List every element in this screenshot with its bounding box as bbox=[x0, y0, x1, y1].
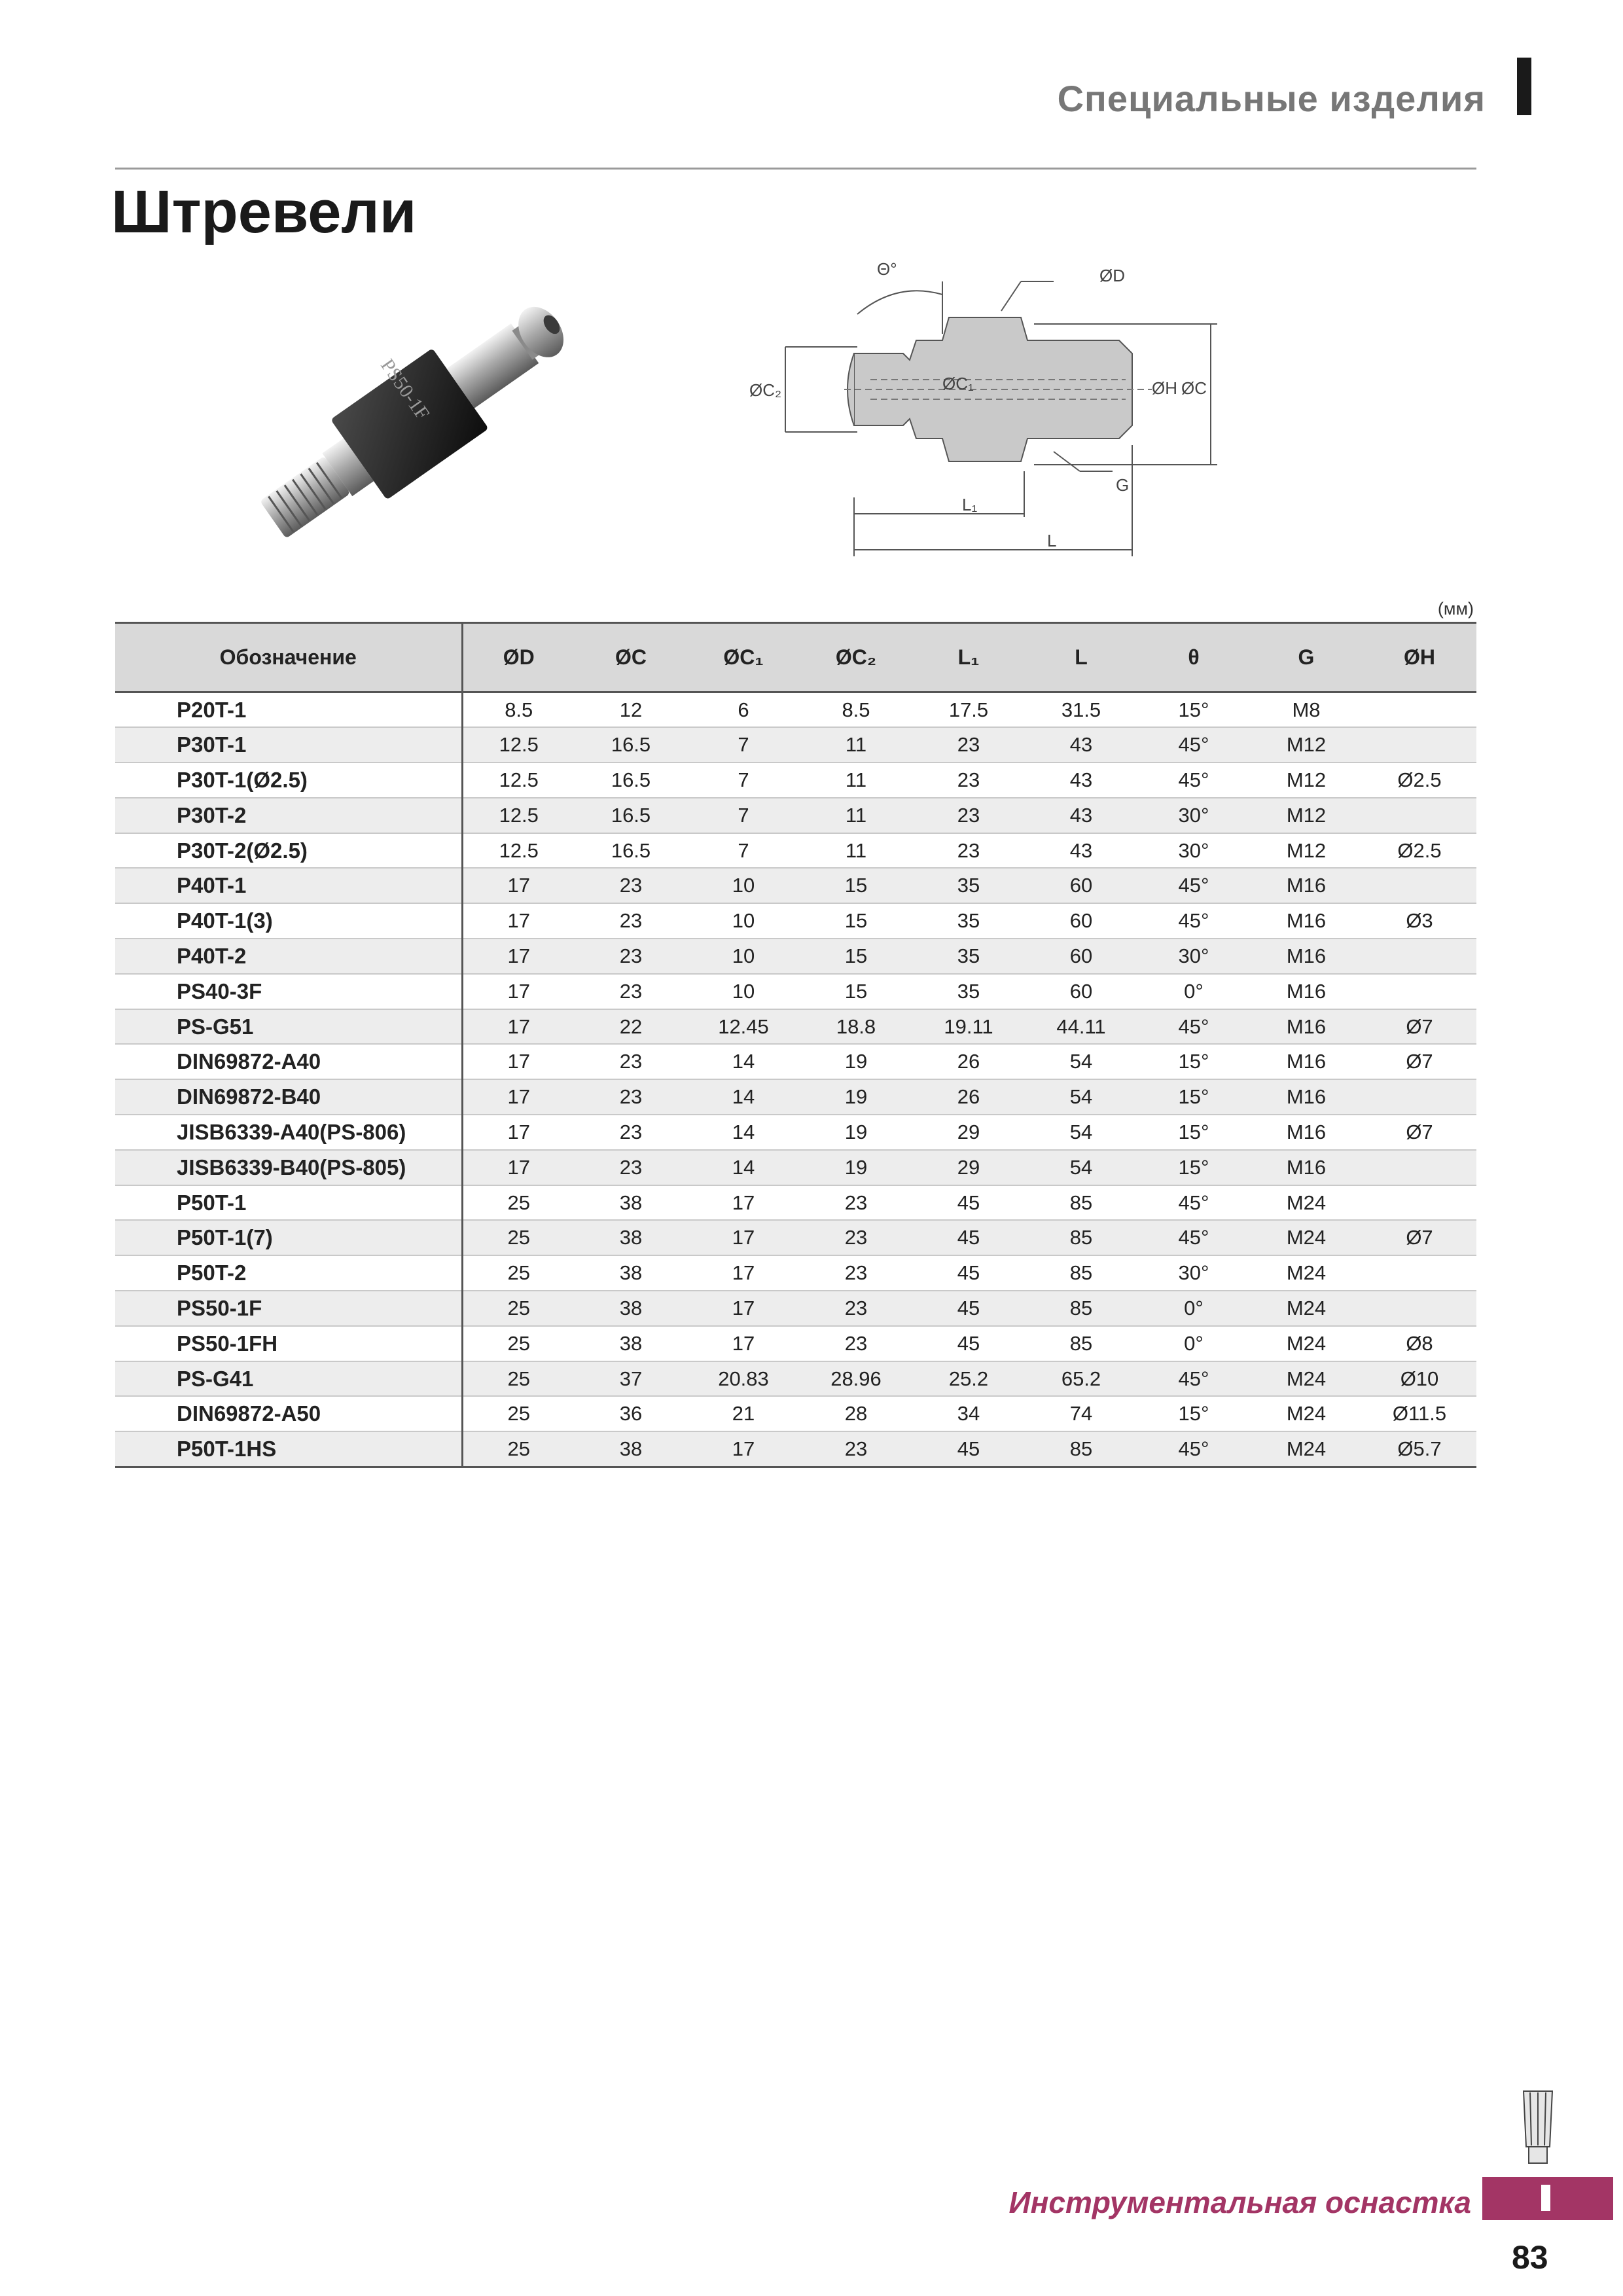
dim-d-label: ØD bbox=[1099, 266, 1125, 285]
value-cell: 38 bbox=[619, 1437, 643, 1460]
value-cell: 15 bbox=[844, 909, 868, 933]
designation-cell: P30T-1(Ø2.5) bbox=[115, 762, 462, 798]
table-row bbox=[115, 1220, 1476, 1255]
section-marker bbox=[1517, 58, 1531, 115]
value-cell: M16 bbox=[1286, 874, 1327, 897]
footer-section-marker bbox=[1541, 2185, 1550, 2211]
table-row bbox=[115, 974, 1476, 1009]
value-cell: 17 bbox=[507, 874, 530, 897]
value-cell: 17 bbox=[732, 1191, 755, 1214]
value-cell: 43 bbox=[1069, 803, 1093, 827]
value-cell bbox=[1363, 692, 1476, 728]
engraving-text: PS50-1F bbox=[376, 355, 434, 424]
value-cell: Ø2.5 bbox=[1397, 838, 1442, 862]
value-cell: 11 bbox=[845, 733, 867, 757]
table-row bbox=[115, 762, 1476, 798]
value-cell: M12 bbox=[1286, 768, 1327, 791]
table-row bbox=[115, 1185, 1476, 1221]
designation-cell: P40T-1 bbox=[115, 868, 462, 903]
value-cell: 30° bbox=[1178, 803, 1209, 827]
value-cell: 38 bbox=[619, 1261, 643, 1285]
value-cell: M24 bbox=[1286, 1331, 1327, 1355]
value-cell: 7 bbox=[738, 803, 749, 827]
value-cell: 6 bbox=[738, 698, 749, 721]
value-cell: Ø8 bbox=[1406, 1331, 1433, 1355]
value-cell: 45° bbox=[1178, 1226, 1209, 1249]
value-cell bbox=[1363, 1255, 1476, 1291]
value-cell: 44.11 bbox=[1056, 1014, 1106, 1038]
dim-theta-label: Θ° bbox=[877, 259, 897, 279]
value-cell: 60 bbox=[1069, 944, 1093, 967]
value-cell: 19 bbox=[844, 1050, 868, 1073]
value-cell: 19.11 bbox=[944, 1014, 993, 1038]
value-cell: 14 bbox=[732, 1085, 755, 1109]
value-cell: 17 bbox=[732, 1226, 755, 1249]
value-cell: 30° bbox=[1178, 838, 1209, 862]
value-cell: 23 bbox=[844, 1437, 868, 1460]
value-cell: 23 bbox=[619, 1085, 643, 1109]
designation-cell: P30T-2(Ø2.5) bbox=[115, 833, 462, 869]
value-cell: 34 bbox=[957, 1402, 980, 1426]
value-cell: 45° bbox=[1178, 874, 1209, 897]
value-cell: 14 bbox=[732, 1120, 755, 1143]
value-cell: 17 bbox=[507, 1155, 530, 1179]
page-number: 83 bbox=[1512, 2239, 1548, 2276]
value-cell: 7 bbox=[738, 733, 749, 757]
table-row bbox=[115, 1079, 1476, 1115]
value-cell: 45° bbox=[1178, 1191, 1209, 1214]
value-cell: M16 bbox=[1286, 979, 1327, 1003]
value-cell: 25 bbox=[507, 1402, 530, 1426]
value-cell: 45 bbox=[957, 1437, 980, 1460]
value-cell: 0° bbox=[1184, 1296, 1204, 1319]
value-cell: 45° bbox=[1178, 1437, 1209, 1460]
table-row bbox=[115, 903, 1476, 939]
designation-cell: P50T-2 bbox=[115, 1255, 462, 1291]
value-cell: M24 bbox=[1286, 1261, 1327, 1285]
value-cell bbox=[1363, 1079, 1476, 1115]
value-cell: 19 bbox=[844, 1155, 868, 1179]
value-cell bbox=[1363, 1150, 1476, 1185]
value-cell: Ø3 bbox=[1406, 909, 1433, 933]
value-cell: 14 bbox=[732, 1050, 755, 1073]
value-cell: 26 bbox=[957, 1085, 980, 1109]
table-row bbox=[115, 1150, 1476, 1185]
value-cell: 43 bbox=[1069, 838, 1093, 862]
value-cell: 60 bbox=[1069, 874, 1093, 897]
value-cell: 43 bbox=[1069, 768, 1093, 791]
dim-l-label: L bbox=[1047, 531, 1057, 550]
value-cell bbox=[1363, 974, 1476, 1009]
value-cell: 85 bbox=[1069, 1296, 1093, 1319]
value-cell: 23 bbox=[844, 1191, 868, 1214]
value-cell: 17 bbox=[732, 1331, 755, 1355]
value-cell: 11 bbox=[845, 768, 867, 791]
table-row bbox=[115, 1009, 1476, 1045]
value-cell: 38 bbox=[619, 1296, 643, 1319]
value-cell: 35 bbox=[957, 874, 980, 897]
value-cell: 85 bbox=[1069, 1226, 1093, 1249]
designation-cell: DIN69872-B40 bbox=[115, 1079, 462, 1115]
designation-cell: DIN69872-A40 bbox=[115, 1044, 462, 1079]
value-cell bbox=[1363, 798, 1476, 833]
value-cell: M24 bbox=[1286, 1296, 1327, 1319]
value-cell: 23 bbox=[619, 944, 643, 967]
value-cell: M16 bbox=[1286, 1014, 1327, 1038]
designation-cell: JISB6339-B40(PS-805) bbox=[115, 1150, 462, 1185]
designation-cell: P30T-1 bbox=[115, 727, 462, 762]
value-cell: Ø11.5 bbox=[1392, 1402, 1447, 1426]
value-cell: 85 bbox=[1069, 1191, 1093, 1214]
value-cell: 12.5 bbox=[499, 838, 539, 862]
value-cell: 7 bbox=[738, 768, 749, 791]
column-header: ØC₂ bbox=[835, 645, 877, 669]
value-cell: 30° bbox=[1178, 1261, 1209, 1285]
value-cell: 28.96 bbox=[830, 1367, 882, 1390]
value-cell: Ø7 bbox=[1406, 1226, 1433, 1249]
value-cell: 16.5 bbox=[611, 733, 651, 757]
value-cell: 23 bbox=[619, 1050, 643, 1073]
designation-cell: P50T-1 bbox=[115, 1185, 462, 1221]
value-cell: 10 bbox=[732, 979, 755, 1003]
table-row bbox=[115, 692, 1476, 728]
value-cell: 43 bbox=[1069, 733, 1093, 757]
column-header: G bbox=[1298, 645, 1315, 669]
value-cell: Ø10 bbox=[1400, 1367, 1439, 1390]
value-cell: 45 bbox=[957, 1261, 980, 1285]
table-body bbox=[115, 692, 1476, 1467]
value-cell bbox=[1363, 868, 1476, 903]
dim-c2-label: ØC₂ bbox=[749, 380, 782, 400]
value-cell: 23 bbox=[619, 979, 643, 1003]
header-divider bbox=[115, 168, 1476, 170]
value-cell: M12 bbox=[1286, 838, 1327, 862]
value-cell: 17 bbox=[732, 1437, 755, 1460]
value-cell: 25 bbox=[507, 1191, 530, 1214]
value-cell: 36 bbox=[619, 1402, 643, 1426]
table-row bbox=[115, 1361, 1476, 1397]
value-cell: 15° bbox=[1178, 698, 1209, 721]
designation-cell: JISB6339-A40(PS-806) bbox=[115, 1115, 462, 1150]
value-cell: Ø7 bbox=[1406, 1014, 1433, 1038]
value-cell: 35 bbox=[957, 979, 980, 1003]
value-cell: 45 bbox=[957, 1191, 980, 1214]
value-cell: M24 bbox=[1286, 1367, 1327, 1390]
value-cell: 85 bbox=[1069, 1331, 1093, 1355]
page-title: Штревели bbox=[111, 179, 417, 245]
value-cell: M16 bbox=[1286, 1085, 1327, 1109]
value-cell: 23 bbox=[619, 1155, 643, 1179]
designation-cell: P30T-2 bbox=[115, 798, 462, 833]
value-cell: 23 bbox=[619, 1120, 643, 1143]
value-cell: 35 bbox=[957, 944, 980, 967]
value-cell: 60 bbox=[1069, 979, 1093, 1003]
value-cell: M16 bbox=[1286, 1155, 1327, 1179]
value-cell: 11 bbox=[845, 838, 867, 862]
value-cell: M12 bbox=[1286, 803, 1327, 827]
value-cell: 54 bbox=[1069, 1085, 1093, 1109]
table-row bbox=[115, 1326, 1476, 1361]
value-cell: 25 bbox=[507, 1331, 530, 1355]
value-cell bbox=[1363, 727, 1476, 762]
table-row bbox=[115, 1431, 1476, 1467]
value-cell: 12.5 bbox=[499, 733, 539, 757]
value-cell: 45° bbox=[1178, 909, 1209, 933]
dim-l1-label: L₁ bbox=[962, 495, 978, 514]
value-cell: 45 bbox=[957, 1331, 980, 1355]
value-cell: M24 bbox=[1286, 1437, 1327, 1460]
column-header: θ bbox=[1188, 645, 1200, 669]
value-cell: 10 bbox=[732, 909, 755, 933]
designation-cell: P40T-1(3) bbox=[115, 903, 462, 939]
designation-cell: PS50-1FH bbox=[115, 1326, 462, 1361]
dim-g-label: G bbox=[1116, 475, 1130, 495]
value-cell: 15° bbox=[1178, 1402, 1209, 1426]
value-cell: 23 bbox=[957, 768, 980, 791]
value-cell: 23 bbox=[957, 803, 980, 827]
designation-cell: P20T-1 bbox=[115, 692, 462, 728]
value-cell: 54 bbox=[1069, 1120, 1093, 1143]
designation-cell: P40T-2 bbox=[115, 939, 462, 974]
value-cell: Ø7 bbox=[1406, 1050, 1433, 1073]
value-cell: M24 bbox=[1286, 1226, 1327, 1249]
value-cell: 23 bbox=[844, 1261, 868, 1285]
unit-label: (мм) bbox=[1437, 599, 1474, 619]
value-cell: M12 bbox=[1286, 733, 1327, 757]
designation-cell: P50T-1(7) bbox=[115, 1220, 462, 1255]
value-cell: 25 bbox=[507, 1261, 530, 1285]
value-cell: 38 bbox=[619, 1331, 643, 1355]
value-cell: M8 bbox=[1292, 698, 1321, 721]
table-header-row bbox=[115, 623, 1476, 692]
product-photo bbox=[216, 281, 609, 563]
value-cell: 23 bbox=[957, 733, 980, 757]
value-cell: M16 bbox=[1286, 1050, 1327, 1073]
value-cell: 45 bbox=[957, 1226, 980, 1249]
value-cell: 23 bbox=[844, 1296, 868, 1319]
column-header: L bbox=[1075, 645, 1088, 669]
value-cell: M16 bbox=[1286, 1120, 1327, 1143]
value-cell: 15 bbox=[844, 944, 868, 967]
footer-category: Инструментальная оснастка bbox=[1008, 2185, 1471, 2219]
value-cell: 23 bbox=[844, 1226, 868, 1249]
value-cell: 26 bbox=[957, 1050, 980, 1073]
value-cell: 15 bbox=[844, 874, 868, 897]
table-row bbox=[115, 868, 1476, 903]
table-row bbox=[115, 1255, 1476, 1291]
value-cell: 25 bbox=[507, 1437, 530, 1460]
table-row bbox=[115, 1396, 1476, 1431]
table-row bbox=[115, 798, 1476, 833]
column-header: Обозначение bbox=[115, 623, 462, 692]
collet-icon bbox=[1517, 2085, 1559, 2170]
value-cell: 17 bbox=[732, 1296, 755, 1319]
value-cell bbox=[1363, 1291, 1476, 1326]
value-cell: Ø5.7 bbox=[1397, 1437, 1442, 1460]
value-cell: 12.45 bbox=[718, 1014, 769, 1038]
value-cell: 54 bbox=[1069, 1050, 1093, 1073]
dim-c-label: ØC bbox=[1181, 378, 1207, 398]
value-cell bbox=[1363, 1185, 1476, 1221]
designation-cell: P50T-1HS bbox=[115, 1431, 462, 1467]
designation-cell: DIN69872-A50 bbox=[115, 1396, 462, 1431]
value-cell: 0° bbox=[1184, 1331, 1204, 1355]
value-cell: 23 bbox=[844, 1331, 868, 1355]
designation-cell: PS-G41 bbox=[115, 1361, 462, 1397]
value-cell: 85 bbox=[1069, 1261, 1093, 1285]
value-cell: M24 bbox=[1286, 1191, 1327, 1214]
value-cell: 17 bbox=[507, 909, 530, 933]
value-cell: 14 bbox=[732, 1155, 755, 1179]
value-cell: 17 bbox=[507, 1050, 530, 1073]
value-cell: 21 bbox=[732, 1402, 755, 1426]
designation-cell: PS40-3F bbox=[115, 974, 462, 1009]
value-cell: 19 bbox=[844, 1120, 868, 1143]
value-cell: 25 bbox=[507, 1367, 530, 1390]
value-cell: 17 bbox=[507, 1085, 530, 1109]
value-cell: 10 bbox=[732, 944, 755, 967]
value-cell: 12.5 bbox=[499, 803, 539, 827]
value-cell: 17 bbox=[507, 1014, 530, 1038]
value-cell: 12.5 bbox=[499, 768, 539, 791]
value-cell: 45° bbox=[1178, 768, 1209, 791]
value-cell: 23 bbox=[619, 874, 643, 897]
value-cell: 10 bbox=[732, 874, 755, 897]
value-cell: 19 bbox=[844, 1085, 868, 1109]
value-cell: 38 bbox=[619, 1191, 643, 1214]
value-cell: 45° bbox=[1178, 1367, 1209, 1390]
table-row bbox=[115, 1044, 1476, 1079]
value-cell: 15° bbox=[1178, 1085, 1209, 1109]
value-cell: 74 bbox=[1069, 1402, 1093, 1426]
value-cell: Ø2.5 bbox=[1397, 768, 1442, 791]
technical-drawing bbox=[746, 255, 1309, 563]
value-cell: 45° bbox=[1178, 733, 1209, 757]
value-cell: 25.2 bbox=[948, 1367, 989, 1390]
value-cell: 8.5 bbox=[842, 698, 870, 721]
table-row bbox=[115, 1291, 1476, 1326]
value-cell: 17 bbox=[507, 1120, 530, 1143]
section-title: Специальные изделия bbox=[1057, 78, 1486, 119]
dim-c1-label: ØC₁ bbox=[942, 374, 974, 393]
table-row bbox=[115, 833, 1476, 869]
value-cell: 16.5 bbox=[611, 838, 651, 862]
value-cell: 31.5 bbox=[1061, 698, 1101, 721]
value-cell: 15° bbox=[1178, 1155, 1209, 1179]
value-cell: 20.83 bbox=[718, 1367, 769, 1390]
value-cell: 85 bbox=[1069, 1437, 1093, 1460]
value-cell: 7 bbox=[738, 838, 749, 862]
value-cell: 17 bbox=[507, 944, 530, 967]
value-cell: M16 bbox=[1286, 909, 1327, 933]
value-cell: 54 bbox=[1069, 1155, 1093, 1179]
value-cell: 15° bbox=[1178, 1120, 1209, 1143]
value-cell: M24 bbox=[1286, 1402, 1327, 1426]
value-cell: 18.8 bbox=[836, 1014, 876, 1038]
column-header: ØC bbox=[615, 645, 647, 669]
value-cell: 16.5 bbox=[611, 768, 651, 791]
value-cell: M16 bbox=[1286, 944, 1327, 967]
column-header: L₁ bbox=[957, 645, 980, 669]
value-cell: 17 bbox=[507, 979, 530, 1003]
dim-h-label: ØH bbox=[1152, 378, 1177, 398]
value-cell: 25 bbox=[507, 1226, 530, 1249]
designation-cell: PS50-1F bbox=[115, 1291, 462, 1326]
value-cell: 35 bbox=[957, 909, 980, 933]
column-header: ØD bbox=[503, 645, 535, 669]
value-cell: 65.2 bbox=[1061, 1367, 1101, 1390]
value-cell: 60 bbox=[1069, 909, 1093, 933]
table-row bbox=[115, 727, 1476, 762]
value-cell: 37 bbox=[619, 1367, 643, 1390]
value-cell: 30° bbox=[1178, 944, 1209, 967]
table-row bbox=[115, 939, 1476, 974]
value-cell: 12 bbox=[619, 698, 643, 721]
value-cell: 25 bbox=[507, 1296, 530, 1319]
value-cell: 29 bbox=[957, 1155, 980, 1179]
value-cell: 17.5 bbox=[948, 698, 989, 721]
value-cell: 11 bbox=[845, 803, 867, 827]
value-cell: 17 bbox=[732, 1261, 755, 1285]
value-cell: 38 bbox=[619, 1226, 643, 1249]
value-cell: 0° bbox=[1184, 979, 1204, 1003]
designation-cell: PS-G51 bbox=[115, 1009, 462, 1045]
value-cell: 22 bbox=[619, 1014, 643, 1038]
value-cell: 23 bbox=[957, 838, 980, 862]
value-cell: 45° bbox=[1178, 1014, 1209, 1038]
column-header: ØC₁ bbox=[723, 645, 764, 669]
table-row bbox=[115, 1115, 1476, 1150]
value-cell: 15 bbox=[844, 979, 868, 1003]
specification-table bbox=[115, 622, 1476, 1468]
column-header: ØH bbox=[1404, 645, 1435, 669]
value-cell: 23 bbox=[619, 909, 643, 933]
value-cell: 28 bbox=[844, 1402, 868, 1426]
value-cell: 29 bbox=[957, 1120, 980, 1143]
value-cell: 16.5 bbox=[611, 803, 651, 827]
value-cell bbox=[1363, 939, 1476, 974]
value-cell: 8.5 bbox=[505, 698, 533, 721]
value-cell: 15° bbox=[1178, 1050, 1209, 1073]
value-cell: 45 bbox=[957, 1296, 980, 1319]
value-cell: Ø7 bbox=[1406, 1120, 1433, 1143]
